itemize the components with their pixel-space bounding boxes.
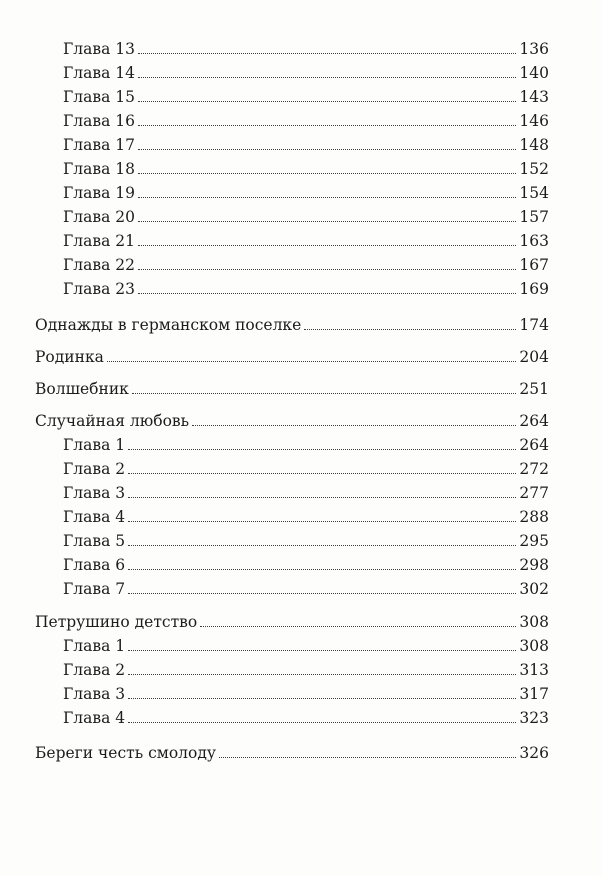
toc-entry-title: Глава 17: [63, 136, 135, 154]
toc-section-entry: [35, 605, 549, 631]
toc-page-number: 154: [519, 184, 549, 202]
toc-page-number: 157: [519, 208, 549, 226]
toc-page-number: 174: [519, 316, 549, 334]
toc-chapter-entry: [63, 452, 549, 478]
dot-leader: [128, 497, 516, 498]
toc-page-number: 148: [519, 136, 549, 154]
toc-chapter-entry: [63, 200, 549, 226]
toc-entry-title: Родинка: [35, 348, 104, 366]
toc-section-entry: [35, 308, 549, 334]
toc-page-number: 143: [519, 88, 549, 106]
dot-leader: [138, 125, 516, 126]
toc-entry-title: Глава 1: [63, 637, 126, 655]
dot-leader: [138, 221, 516, 222]
toc-chapter-entry: [63, 524, 549, 550]
dot-leader: [128, 650, 516, 651]
dot-leader: [138, 149, 516, 150]
toc-entry-title: Глава 2: [63, 661, 126, 679]
toc-chapter-entry: [63, 653, 549, 679]
toc-section-entry: [35, 340, 549, 366]
toc-chapter-entry: [63, 104, 549, 130]
toc-entry-title: Глава 14: [63, 64, 135, 82]
toc-page-number: 136: [519, 40, 549, 58]
toc-entry-title: Глава 13: [63, 40, 135, 58]
toc-page-number: 313: [519, 661, 549, 679]
dot-leader: [138, 269, 516, 270]
dot-leader: [138, 53, 516, 54]
toc-chapter-entry: [63, 128, 549, 154]
toc-entry-title: Глава 16: [63, 112, 135, 130]
toc-page-number: 308: [519, 637, 549, 655]
toc-entry-title: Глава 5: [63, 532, 126, 550]
toc-entry-title: Волшебник: [35, 380, 129, 398]
toc-chapter-entry: [63, 248, 549, 274]
toc-page-number: 251: [519, 380, 549, 398]
toc-entry-title: Глава 21: [63, 232, 135, 250]
toc-chapter-entry: [63, 152, 549, 178]
toc-section-entry: [35, 404, 549, 430]
toc-chapter-entry: [63, 176, 549, 202]
toc-chapter-entry: [63, 572, 549, 598]
toc-entry-title: Глава 18: [63, 160, 135, 178]
toc-page-number: 317: [519, 685, 549, 703]
toc-chapter-entry: [63, 476, 549, 502]
dot-leader: [128, 521, 516, 522]
toc-page-number: 302: [519, 580, 549, 598]
toc-section-entry: [35, 736, 549, 762]
toc-entry-title: Случайная любовь: [35, 412, 190, 430]
dot-leader: [128, 545, 516, 546]
dot-leader: [138, 101, 516, 102]
dot-leader: [219, 757, 516, 758]
toc-section-entry: [35, 372, 549, 398]
dot-leader: [128, 593, 516, 594]
toc-entry-title: Береги честь смолоду: [35, 744, 216, 762]
dot-leader: [128, 473, 516, 474]
toc-page-number: 326: [519, 744, 549, 762]
toc-page-number: 277: [519, 484, 549, 502]
toc-entry-title: Глава 19: [63, 184, 135, 202]
toc-chapter-entry: [63, 32, 549, 58]
toc-page-number: 204: [519, 348, 549, 366]
toc-entry-title: Глава 22: [63, 256, 135, 274]
dot-leader: [128, 569, 516, 570]
toc-page-number: 169: [519, 280, 549, 298]
toc-entry-title: Глава 7: [63, 580, 126, 598]
dot-leader: [128, 722, 516, 723]
dot-leader: [138, 197, 516, 198]
dot-leader: [304, 329, 516, 330]
toc-page-number: 298: [519, 556, 549, 574]
dot-leader: [107, 361, 517, 362]
toc-entry-title: Глава 23: [63, 280, 135, 298]
toc-chapter-entry: [63, 272, 549, 298]
toc-page-number: 152: [519, 160, 549, 178]
dot-leader: [128, 674, 516, 675]
toc-chapter-entry: [63, 56, 549, 82]
dot-leader: [192, 425, 516, 426]
toc-page-number: 163: [519, 232, 549, 250]
toc-page-number: 295: [519, 532, 549, 550]
toc-chapter-entry: [63, 629, 549, 655]
toc-entry-title: Петрушино детство: [35, 613, 198, 631]
toc-chapter-entry: [63, 677, 549, 703]
toc-page-number: 264: [519, 412, 549, 430]
toc-entry-title: Однажды в германском поселке: [35, 316, 302, 334]
toc-page-number: 146: [519, 112, 549, 130]
toc-entry-title: Глава 4: [63, 709, 126, 727]
dot-leader: [138, 245, 516, 246]
toc-page-number: 264: [519, 436, 549, 454]
toc-page-number: 140: [519, 64, 549, 82]
toc-page-number: 272: [519, 460, 549, 478]
toc-entry-title: Глава 4: [63, 508, 126, 526]
dot-leader: [138, 173, 516, 174]
toc-entry-title: Глава 6: [63, 556, 126, 574]
toc-page-number: 308: [519, 613, 549, 631]
toc-chapter-entry: [63, 548, 549, 574]
toc-entry-title: Глава 20: [63, 208, 135, 226]
toc-entry-title: Глава 1: [63, 436, 126, 454]
toc-chapter-entry: [63, 701, 549, 727]
dot-leader: [128, 449, 516, 450]
toc-entry-title: Глава 3: [63, 685, 126, 703]
toc-chapter-entry: [63, 80, 549, 106]
dot-leader: [128, 698, 516, 699]
toc-chapter-entry: [63, 428, 549, 454]
toc-page-number: 167: [519, 256, 549, 274]
dot-leader: [200, 626, 516, 627]
toc-page-number: 323: [519, 709, 549, 727]
toc-chapter-entry: [63, 224, 549, 250]
toc-entry-title: Глава 15: [63, 88, 135, 106]
dot-leader: [138, 77, 516, 78]
dot-leader: [138, 293, 516, 294]
toc-entry-title: Глава 3: [63, 484, 126, 502]
dot-leader: [132, 393, 517, 394]
toc-page-number: 288: [519, 508, 549, 526]
toc-entry-title: Глава 2: [63, 460, 126, 478]
toc-chapter-entry: [63, 500, 549, 526]
